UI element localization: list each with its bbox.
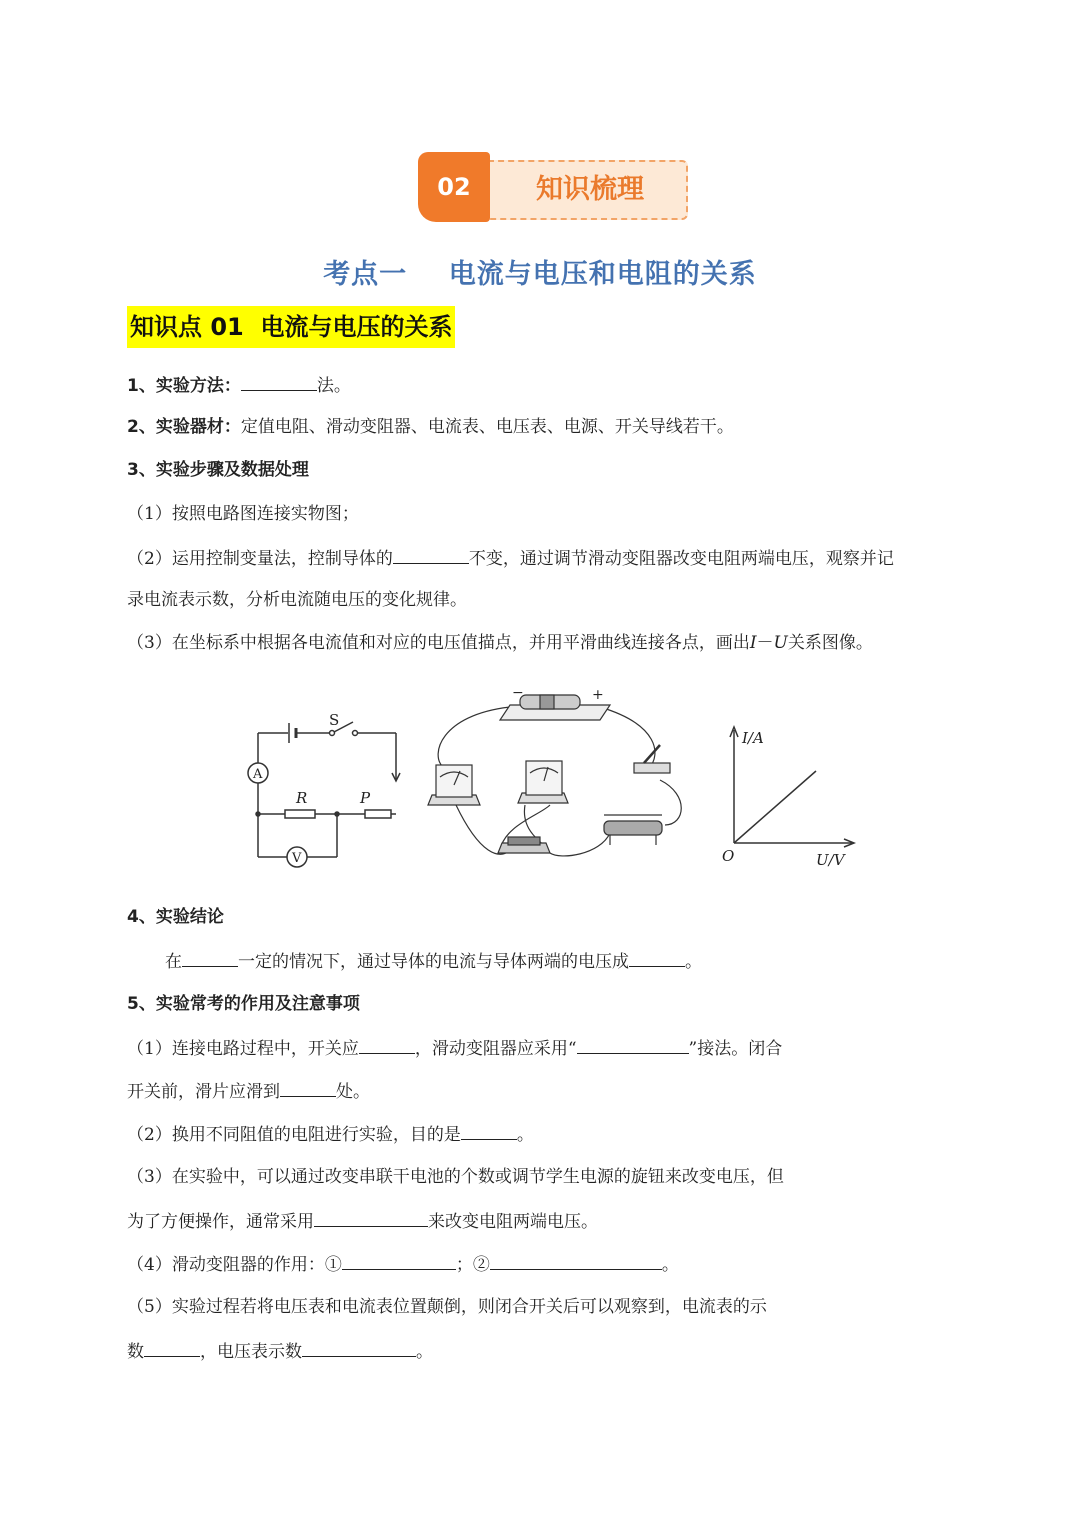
item-2	[127, 415, 734, 439]
item-2-text: 定值电阻、滑动变阻器、电流表、电压表、电源、开关导线若干。	[240, 417, 734, 437]
iu-line	[734, 771, 816, 843]
step-2-b: 不变，通过调节滑动变阻器改变电阻两端电压，观察并记	[468, 549, 894, 569]
note-4-b: ；②	[455, 1255, 490, 1275]
note-2	[127, 1121, 534, 1147]
note-3-b: 为了方便操作，通常采用	[127, 1212, 314, 1232]
battery-plus-label: +	[592, 687, 604, 703]
note-1-e: 处。	[336, 1082, 370, 1102]
note-5: （5）实验过程若将电压表和电流表位置颠倒，则闭合开关后可以观察到，电流表的示	[127, 1297, 767, 1317]
note-2-a: （2）换用不同阻值的电阻进行实验，目的是	[127, 1125, 461, 1145]
blank-conclusion-2[interactable]	[629, 948, 685, 967]
blank-switch-state[interactable]	[359, 1035, 415, 1054]
item-4-label: 4、实验结论	[127, 907, 224, 927]
conclusion-c: 。	[685, 952, 702, 972]
section-title: 考点一 电流与电压和电阻的关系	[323, 259, 757, 290]
blank-ammeter-reading[interactable]	[144, 1338, 200, 1357]
item-2-label: 2、实验器材：	[127, 417, 241, 437]
step-3-b: 关系图像。	[787, 633, 873, 653]
item-5-label: 5、实验常考的作用及注意事项	[127, 994, 360, 1014]
note-4-c: 。	[661, 1255, 679, 1275]
step-2-cont: 录电流表示数，分析电流随电压的变化规律。	[127, 590, 467, 610]
blank-method-change[interactable]	[314, 1208, 428, 1227]
item-3-label: 3、实验步骤及数据处理	[127, 460, 309, 480]
note-1-b: ，滑动变阻器应采用“	[414, 1039, 577, 1059]
graph-xlabel: U/V	[816, 851, 845, 869]
switch-label: S	[329, 711, 340, 729]
item-1-label: 1、实验方法：	[127, 376, 241, 396]
blank-conclusion-1[interactable]	[182, 948, 238, 967]
graph-origin: O	[722, 847, 735, 865]
note-5-c: ，电压表示数	[200, 1342, 302, 1362]
conclusion-a: 在	[165, 952, 182, 972]
badge-label: 知识梳理	[482, 160, 688, 220]
step-3	[127, 631, 873, 655]
item-1	[127, 372, 351, 398]
knowledge-point-title: 知识点 01 电流与电压的关系	[127, 306, 455, 348]
note-5-d: 。	[416, 1342, 433, 1362]
note-1-d: 开关前，滑片应滑到	[127, 1082, 280, 1102]
blank-role-1[interactable]	[342, 1251, 456, 1270]
apparatus-picture	[428, 695, 681, 856]
resistor-label: R	[296, 789, 308, 807]
blank-purpose[interactable]	[461, 1121, 517, 1140]
conclusion-b: 一定的情况下，通过导体的电流与导体两端的电压成	[238, 952, 629, 972]
badge-number: 02	[418, 152, 490, 222]
step-3-a: （3）在坐标系中根据各电流值和对应的电压值描点，并用平滑曲线连接各点，画出	[127, 633, 750, 653]
note-3: （3）在实验中，可以通过改变串联干电池的个数或调节学生电源的旋钮来改变电压，但	[127, 1167, 784, 1187]
section-badge	[418, 152, 690, 224]
blank-role-2[interactable]	[490, 1251, 662, 1270]
experiment-figure	[240, 685, 870, 880]
voltmeter-symbol: V	[292, 851, 302, 866]
graph-ylabel: I/A	[742, 729, 764, 747]
step-3-i: I	[749, 633, 757, 653]
step-3-u: U	[773, 633, 788, 653]
note-1-c: ”接法。闭合	[688, 1039, 783, 1059]
note-3-c: 来改变电阻两端电压。	[428, 1212, 598, 1232]
step-1: （1）按照电路图连接实物图；	[127, 504, 359, 524]
item-1-after: 法。	[316, 376, 351, 396]
blank-slider-pos[interactable]	[280, 1078, 336, 1097]
note-5-b: 数	[127, 1342, 144, 1362]
step-2-a: （2）运用控制变量法，控制导体的	[127, 549, 393, 569]
note-1	[127, 1035, 782, 1061]
note-4	[127, 1251, 679, 1277]
circuit-diagram	[248, 722, 400, 867]
blank-voltmeter-reading[interactable]	[302, 1338, 416, 1357]
note-5-cont	[127, 1338, 433, 1364]
note-3-cont	[127, 1208, 598, 1234]
note-1-cont	[127, 1078, 370, 1104]
blank-connection[interactable]	[577, 1035, 689, 1054]
step-3-dash: －	[756, 633, 774, 653]
ammeter-symbol: A	[253, 767, 263, 782]
blank-control[interactable]	[393, 545, 469, 564]
step-2	[127, 545, 894, 571]
conclusion	[165, 948, 702, 974]
note-2-b: 。	[516, 1125, 534, 1145]
blank-method[interactable]	[241, 372, 317, 391]
battery-minus-label: −	[512, 685, 524, 701]
note-4-a: （4）滑动变阻器的作用：①	[127, 1255, 342, 1275]
note-1-a: （1）连接电路过程中，开关应	[127, 1039, 359, 1059]
slider-label: P	[360, 789, 371, 807]
